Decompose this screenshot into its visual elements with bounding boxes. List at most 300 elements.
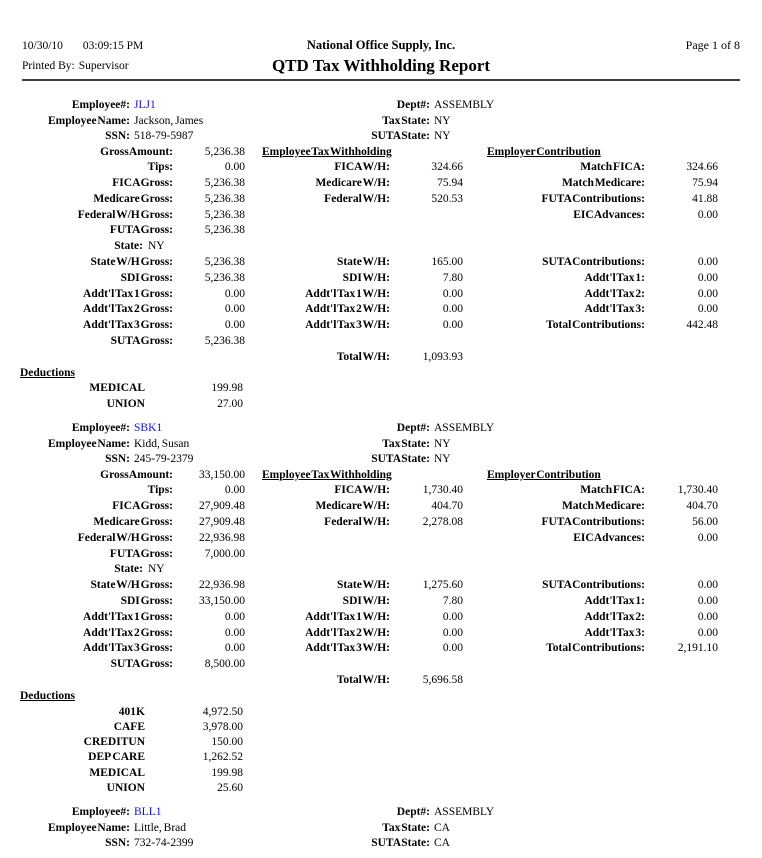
column-gap [463, 160, 487, 176]
col1-value: 33,150.00 [199, 468, 245, 481]
tax_state-label: Tax State: [382, 114, 430, 127]
column-gap [245, 318, 262, 334]
col1-label: SDI Gross: [120, 271, 173, 284]
column-gap [463, 657, 487, 673]
col2-label [262, 223, 390, 239]
column-gap [245, 483, 262, 499]
total-wh-value: 5,696.58 [422, 673, 463, 686]
col2-label: Addt'l Tax 2 W/H: [305, 303, 390, 316]
col3-label: SUTA Contributions: [542, 579, 645, 592]
deduction-amount: 150.00 [211, 736, 243, 749]
employee-info-row [20, 437, 740, 453]
col2-label [262, 531, 390, 547]
col3-label: EIC Advances: [573, 531, 645, 544]
deduction-row [20, 720, 740, 735]
tax_state-label: Tax State: [382, 437, 430, 450]
name-label: Employee Name: [48, 114, 130, 127]
col1-label: SDI Gross: [120, 594, 173, 607]
col3-value: 0.00 [697, 256, 718, 269]
column-gap [463, 334, 487, 350]
deductions-header: Deductions [20, 366, 75, 379]
report-row [20, 302, 740, 318]
column-gap [245, 145, 262, 161]
column-gap [463, 255, 487, 271]
deduction-name: UNION [106, 397, 145, 410]
col3-value: 0.00 [697, 208, 718, 221]
employer-contribution-header: Employer Contribution [487, 468, 601, 481]
col3-value: 41.88 [692, 192, 718, 205]
report-row [20, 350, 740, 366]
employee-info-row [20, 805, 740, 821]
deduction-amount: 3,978.00 [202, 720, 243, 733]
column-gap [463, 192, 487, 208]
column-gap [245, 547, 262, 563]
col3-label: SUTA Contributions: [542, 256, 645, 269]
column-gap [463, 483, 487, 499]
report-row [20, 657, 740, 673]
number-label: Employee#: [71, 422, 130, 435]
col3-value [645, 547, 718, 563]
ssn-value: 518-79-5987 [134, 130, 194, 142]
column-gap [463, 318, 487, 334]
column-gap [245, 610, 262, 626]
employee-info-row [20, 452, 740, 468]
column-gap [245, 673, 262, 689]
col1-label: Addt'l Tax 2 Gross: [83, 303, 173, 316]
column-gap [245, 515, 262, 531]
col1-label: Federal W/H Gross: [77, 208, 173, 221]
report-row [20, 673, 740, 689]
total-wh-label: Total W/H: [336, 350, 390, 363]
employee-number-link[interactable]: BLL1 [134, 806, 162, 819]
employee-info-row [20, 821, 740, 837]
col3-label [487, 657, 645, 673]
printed-by [22, 56, 246, 76]
column-gap [245, 626, 262, 642]
report-row [20, 208, 740, 224]
col1-label: State W/H Gross: [90, 256, 173, 269]
dept-value: ASSEMBLY [434, 422, 495, 435]
col2-value [390, 531, 463, 547]
col2-value: 0.00 [442, 287, 463, 300]
header-row-2 [22, 56, 740, 76]
report-header [0, 0, 762, 76]
tax_state-label: Tax State: [382, 821, 430, 834]
col3-value: 0.00 [697, 594, 718, 607]
col1-label: FICA Gross: [112, 500, 173, 513]
col1-label: Addt'l Tax 3 Gross: [83, 642, 173, 655]
col2-value [390, 208, 463, 224]
employee-section [20, 98, 740, 412]
report-row [20, 318, 740, 334]
col3-label: Addt'l Tax 2: [584, 610, 645, 623]
printed-by-value: Supervisor [78, 60, 129, 72]
col3-value: 1,730.40 [677, 484, 718, 497]
dept-label: Dept#: [396, 99, 430, 111]
col1-label: FUTA Gross: [109, 224, 173, 237]
report-row [20, 239, 740, 255]
deduction-amount: 4,972.50 [202, 705, 243, 718]
col1-value: 0.00 [224, 303, 245, 316]
col2-value [390, 223, 463, 239]
report-body [20, 98, 740, 852]
column-gap [245, 192, 262, 208]
col1-value: 0.00 [224, 287, 245, 300]
col3-label [487, 547, 645, 563]
deduction-row [20, 705, 740, 720]
col3-value: 442.48 [686, 319, 718, 332]
deduction-amount: 199.98 [211, 766, 243, 779]
col3-label: Match FICA: [580, 484, 645, 497]
tax_state-value: CA [434, 821, 450, 834]
column-gap [463, 271, 487, 287]
col1-value: 7,000.00 [204, 547, 245, 560]
col1-value: 0.00 [224, 642, 245, 655]
col1-value: 0.00 [224, 161, 245, 174]
report-row [20, 594, 740, 610]
column-gap [245, 160, 262, 176]
col2-value [390, 657, 463, 673]
column-gap [463, 499, 487, 515]
dept-value: ASSEMBLY [434, 99, 495, 111]
column-gap [245, 255, 262, 271]
column-gap [245, 334, 262, 350]
col2-value: 0.00 [442, 610, 463, 623]
report-row [20, 271, 740, 287]
number-label: Employee#: [71, 806, 130, 819]
col1-value: 5,236.38 [204, 177, 245, 190]
col2-label [262, 657, 390, 673]
name-value: Kidd, Susan [134, 437, 190, 450]
col1-value: 22,936.98 [199, 531, 245, 544]
column-gap [245, 657, 262, 673]
col3-value [645, 223, 718, 239]
col1-value: 0.00 [224, 626, 245, 639]
dept-label: Dept#: [396, 422, 430, 435]
col2-value: 1,275.60 [422, 579, 463, 592]
col2-label: State W/H: [336, 579, 390, 592]
col2-value: 0.00 [442, 642, 463, 655]
col2-label: Addt'l Tax 3 W/H: [305, 319, 390, 332]
col3-value: 2,191.10 [677, 642, 718, 655]
report-row [20, 468, 740, 484]
col2-value: 0.00 [442, 319, 463, 332]
tax_state-value: NY [434, 114, 451, 127]
report-date: 10/30/10 [22, 40, 63, 52]
report-row [20, 334, 740, 350]
report-row [20, 610, 740, 626]
col1-value: 5,236.38 [204, 256, 245, 269]
report-row [20, 483, 740, 499]
total-wh-value: 1,093.93 [422, 350, 463, 363]
col3-label [487, 223, 645, 239]
column-gap [463, 287, 487, 303]
col1-label: Addt'l Tax 3 Gross: [83, 319, 173, 332]
report-time: 03:09:15 PM [82, 40, 144, 52]
col1-value: 5,236.38 [204, 192, 245, 205]
tax_state-value: NY [434, 437, 451, 450]
col2-value: 7.80 [442, 271, 463, 284]
col3-value: 56.00 [692, 515, 718, 528]
col2-label: Addt'l Tax 1 W/H: [305, 287, 390, 300]
column-gap [245, 176, 262, 192]
col3-value: 0.00 [697, 271, 718, 284]
col2-label: Addt'l Tax 1 W/H: [305, 610, 390, 623]
col2-label [262, 208, 390, 224]
company-name: National Office Supply, Inc. [306, 38, 456, 52]
col3-label: EIC Advances: [573, 208, 645, 221]
col2-label [262, 334, 390, 350]
report-row [20, 499, 740, 515]
ssn-label: SSN: [105, 130, 130, 142]
col2-label: SDI W/H: [342, 271, 390, 284]
column-gap [463, 626, 487, 642]
state-value: NY [148, 240, 165, 253]
col1-label: Medicare Gross: [93, 515, 173, 528]
col2-value: 404.70 [431, 500, 463, 513]
col2-value: 7.80 [442, 594, 463, 607]
name-label: Employee Name: [48, 437, 130, 450]
col1-label [20, 673, 173, 689]
col3-value: 0.00 [697, 610, 718, 623]
col1-label: Tips: [147, 161, 173, 174]
employee-info-row [20, 421, 740, 437]
col3-value: 0.00 [697, 303, 718, 316]
column-gap [463, 145, 487, 161]
employee-info-row [20, 98, 740, 114]
col3-value: 324.66 [686, 161, 718, 174]
col1-label [20, 350, 173, 366]
header-row-1 [22, 36, 740, 56]
col2-label: FICA W/H: [334, 161, 390, 174]
column-gap [245, 531, 262, 547]
suta_state-value: NY [434, 453, 451, 466]
col1-label: SUTA Gross: [110, 335, 173, 348]
employee-info-row [20, 129, 740, 145]
col1-label: Addt'l Tax 1 Gross: [83, 287, 173, 300]
col3-label: Total Contributions: [546, 642, 645, 655]
col2-value [390, 334, 463, 350]
report-row [20, 641, 740, 657]
column-gap [463, 547, 487, 563]
col3-value: 0.00 [697, 579, 718, 592]
col3-label: Addt'l Tax 2: [584, 287, 645, 300]
col1-label: Gross Amount: [100, 145, 173, 158]
deduction-amount: 25.60 [217, 781, 243, 794]
col2-label: Addt'l Tax 2 W/H: [305, 626, 390, 639]
ssn-label: SSN: [105, 453, 130, 466]
report-row [20, 547, 740, 563]
report-row [20, 160, 740, 176]
col2-value [390, 547, 463, 563]
deduction-amount: 27.00 [217, 397, 243, 410]
col2-label: State W/H: [336, 256, 390, 269]
employee-number-link[interactable]: SBK1 [134, 422, 163, 435]
column-gap [245, 499, 262, 515]
col2-value: 0.00 [442, 303, 463, 316]
col2-value: 75.94 [437, 177, 463, 190]
col2-label: Medicare W/H: [315, 177, 390, 190]
employee-info-row [20, 836, 740, 852]
col3-value: 75.94 [692, 177, 718, 190]
datetime [22, 37, 246, 56]
col3-value: 0.00 [697, 626, 718, 639]
col1-label: Addt'l Tax 1 Gross: [83, 610, 173, 623]
deduction-name: MEDICAL [89, 382, 145, 395]
col1-label: State W/H Gross: [90, 579, 173, 592]
col2-label [262, 547, 390, 563]
col2-label: FICA W/H: [334, 484, 390, 497]
deduction-row [20, 397, 740, 412]
suta_state-label: SUTA State: [371, 837, 430, 850]
col3-label: Match FICA: [580, 161, 645, 174]
col2-value: 165.00 [431, 256, 463, 269]
dept-value: ASSEMBLY [434, 806, 495, 819]
col1-label: Federal W/H Gross: [77, 531, 173, 544]
col3-label: FUTA Contributions: [541, 515, 645, 528]
deduction-name: UNION [106, 781, 145, 794]
column-gap [463, 468, 487, 484]
col1-value: 22,936.98 [199, 579, 245, 592]
report-row [20, 192, 740, 208]
col3-value: 404.70 [686, 500, 718, 513]
suta_state-label: SUTA State: [371, 130, 430, 142]
col3-label: Total Contributions: [546, 319, 645, 332]
col3-label [487, 334, 645, 350]
column-gap [245, 302, 262, 318]
deduction-name: MEDICAL [89, 766, 145, 779]
column-gap [245, 578, 262, 594]
col2-value: 0.00 [442, 626, 463, 639]
ssn-value: 245-79-2379 [134, 453, 194, 466]
suta_state-value: NY [434, 130, 451, 142]
col1-value: 8,500.00 [204, 658, 245, 671]
deduction-name: DEP CARE [88, 751, 145, 764]
col2-value: 2,278.08 [422, 515, 463, 528]
col1-value: 5,236.38 [204, 271, 245, 284]
col1-value: 5,236.38 [204, 224, 245, 237]
header-divider [22, 79, 740, 81]
col2-label: SDI W/H: [342, 594, 390, 607]
dept-label: Dept#: [396, 806, 430, 819]
deduction-name: 401K [118, 705, 145, 718]
col1-label: SUTA Gross: [110, 658, 173, 671]
deduction-row [20, 766, 740, 781]
col1-value [173, 673, 245, 689]
col1-value: 5,236.38 [204, 208, 245, 221]
col1-label: Medicare Gross: [93, 192, 173, 205]
report-title: QTD Tax Withholding Report [271, 56, 491, 75]
col3-value [645, 334, 718, 350]
report-row [20, 223, 740, 239]
col3-label: Match Medicare: [561, 177, 645, 190]
col3-value: 0.00 [697, 531, 718, 544]
deduction-row [20, 735, 740, 750]
column-gap [245, 223, 262, 239]
col1-value: 0.00 [224, 484, 245, 497]
deduction-amount: 199.98 [211, 382, 243, 395]
employee-tax-withholding-header: Employee Tax Withholding [262, 468, 392, 481]
col2-value: 1,730.40 [422, 484, 463, 497]
printed-by-label: Printed By: [22, 60, 75, 72]
col2-label: Federal W/H: [324, 515, 390, 528]
col1-label: Addt'l Tax 2 Gross: [83, 626, 173, 639]
deduction-amount: 1,262.52 [202, 751, 243, 764]
report-row [20, 145, 740, 161]
suta_state-label: SUTA State: [371, 453, 430, 466]
deduction-row [20, 381, 740, 396]
name-value: Jackson, James [134, 114, 204, 127]
col3-value: 0.00 [697, 287, 718, 300]
employee-tax-withholding-header: Employee Tax Withholding [262, 145, 392, 158]
col2-value: 520.53 [431, 192, 463, 205]
col3-label: Addt'l Tax 1: [584, 271, 645, 284]
employee-number-link[interactable]: JLJ1 [134, 99, 156, 111]
deduction-name: CAFE [113, 720, 145, 733]
number-label: Employee#: [71, 99, 130, 111]
col1-value: 0.00 [224, 319, 245, 332]
col1-value: 5,236.38 [204, 335, 245, 348]
employee-info-row [20, 114, 740, 130]
ssn-value: 732-74-2399 [134, 837, 194, 850]
column-gap [245, 271, 262, 287]
col3-label: Match Medicare: [561, 500, 645, 513]
column-gap [245, 641, 262, 657]
report-row [20, 531, 740, 547]
col1-label: Tips: [147, 484, 173, 497]
column-gap [463, 531, 487, 547]
col2-label: Federal W/H: [324, 192, 390, 205]
column-gap [463, 208, 487, 224]
column-gap [245, 208, 262, 224]
state-value: NY [148, 563, 165, 576]
col1-value: 27,909.48 [199, 500, 245, 513]
column-gap [463, 578, 487, 594]
report-row [20, 255, 740, 271]
column-gap [463, 176, 487, 192]
deduction-row [20, 781, 740, 796]
col3-label: Addt'l Tax 1: [584, 594, 645, 607]
employee-section [20, 421, 740, 796]
employer-contribution-header: Employer Contribution [487, 145, 601, 158]
col1-value: 33,150.00 [199, 594, 245, 607]
report-row [20, 578, 740, 594]
column-gap [463, 223, 487, 239]
report-row [20, 626, 740, 642]
column-gap [245, 468, 262, 484]
col2-label: Addt'l Tax 3 W/H: [305, 642, 390, 655]
suta_state-value: CA [434, 837, 450, 850]
column-gap [463, 302, 487, 318]
state-label: State: [114, 563, 143, 576]
page-indicator: Page 1 of 8 [685, 38, 740, 52]
deduction-row [20, 750, 740, 765]
deductions-header: Deductions [20, 689, 75, 702]
ssn-label: SSN: [105, 837, 130, 850]
deduction-name: CREDITUN [83, 736, 145, 749]
total-wh-label: Total W/H: [336, 673, 390, 686]
col1-value: 0.00 [224, 610, 245, 623]
column-gap [463, 515, 487, 531]
col1-label: FUTA Gross: [109, 547, 173, 560]
column-gap [463, 641, 487, 657]
column-gap [245, 594, 262, 610]
col3-label: Addt'l Tax 3: [584, 303, 645, 316]
name-label: Employee Name: [48, 821, 130, 834]
state-label: State: [114, 240, 143, 253]
report-row [20, 287, 740, 303]
column-gap [463, 594, 487, 610]
